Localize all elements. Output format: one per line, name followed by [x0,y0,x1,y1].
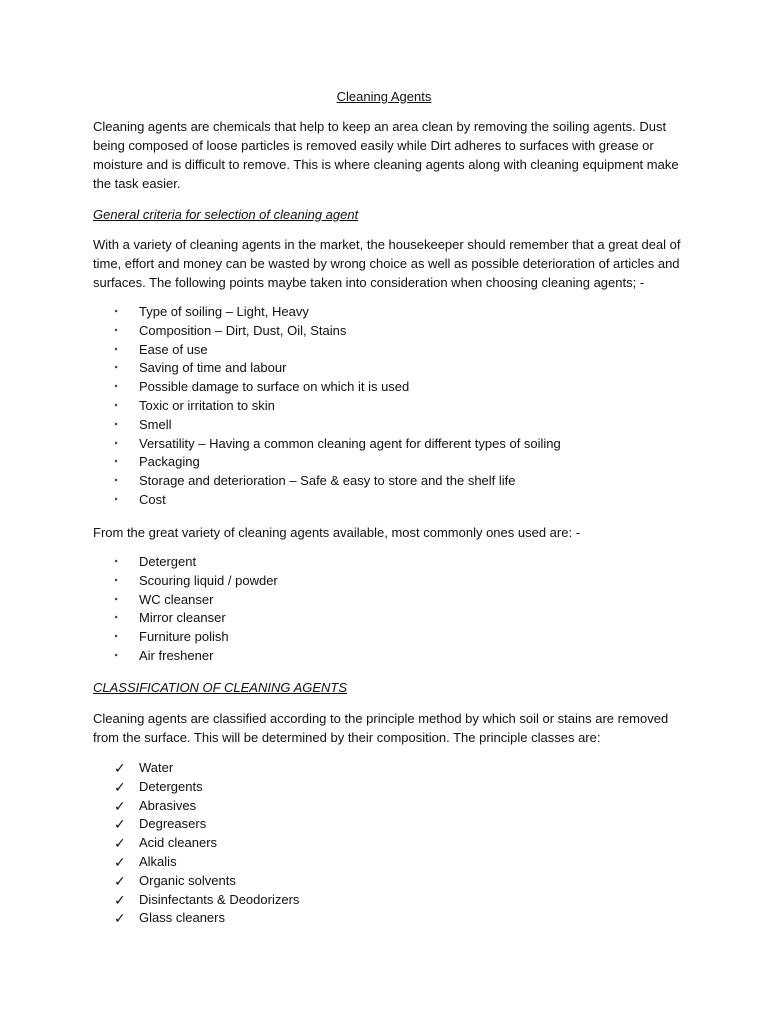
criteria-list [0,303,768,510]
list-item: ‣ Mirror cleanser [0,609,768,628]
bullet-icon: ‣ [114,419,119,429]
bullet-icon: ‣ [114,438,119,448]
bullet-icon: ‣ [114,594,119,604]
list-item: ‣ Composition – Dirt, Dust, Oil, Stains [0,322,768,341]
checkmark-icon: ✓ [114,891,126,908]
list-item: ‣ Saving of time and labour [0,359,768,378]
list-item: ‣ Type of soiling – Light, Heavy [0,303,768,322]
list-item: ‣ Packaging [0,453,768,472]
checkmark-icon: ✓ [114,797,126,814]
list-item: ‣ Air freshener [0,647,768,666]
list-item: ‣ Toxic or irritation to skin [0,397,768,416]
bullet-icon: ‣ [114,476,119,486]
bullet-icon: ‣ [114,325,119,335]
intro-paragraph: Cleaning agents are chemicals that help to keep an area clean by removing the soiling agents. Dust being composed of loose particles is removed easily while Dirt adheres to surfaces with grease or moisture and is difficult to remove. This is where cleaning agents along with cleaning equipment make the task easier. [93,119,679,191]
checkmark-icon: ✓ [114,910,126,927]
bullet-icon: ‣ [114,382,119,392]
list-item: ✓ Water [114,760,174,776]
bullet-icon: ‣ [114,613,119,623]
list-item: ✓ Disinfectants & Deodorizers [114,891,300,908]
list-item: ‣ Storage and deterioration – Safe & easy to store and the shelf life [0,472,768,491]
classification-heading: CLASSIFICATION OF CLEANING AGENTS [93,680,348,695]
bullet-icon: ‣ [114,400,119,410]
bullet-icon: ‣ [114,457,119,467]
checkmark-icon: ✓ [114,835,126,852]
list-item: ✓ Organic solvents [114,872,236,889]
checkmark-icon: ✓ [114,760,126,776]
criteria-paragraph: With a variety of cleaning agents in the market, the housekeeper should remember that a great deal of time, effort and money can be wasted by wrong choice as well as possible deterioration of articles and surfaces. The following points maybe taken into consideration when choosing cleaning agents; - [93,237,681,290]
list-item: ‣ Cost [0,491,768,510]
checkmark-icon: ✓ [114,816,126,833]
bullet-icon: ‣ [114,575,119,585]
checkmark-icon: ✓ [114,853,126,870]
list-item: ✓ Degreasers [114,816,207,833]
list-item: ‣ Possible damage to surface on which it is used [0,378,768,397]
list-item: ✓ Detergents [114,778,203,795]
checkmark-icon: ✓ [114,778,126,795]
bullet-icon: ‣ [114,650,119,660]
list-item: ✓ Glass cleaners [114,910,225,927]
bullet-icon: ‣ [114,557,119,566]
list-item: ‣ Scouring liquid / powder [0,572,768,591]
document-title: Cleaning Agents [336,89,432,104]
checkmark-icon: ✓ [114,872,126,889]
list-item: ✓ Abrasives [114,797,197,814]
list-item: ‣ Furniture polish [0,628,768,647]
list-item: ‣ Detergent [0,553,768,572]
criteria-heading: General criteria for selection of cleaning agent [93,207,359,222]
list-item: ‣ Versatility – Having a common cleaning agent for different types of soiling [0,435,768,454]
list-item: ‣ WC cleanser [0,591,768,610]
bullet-icon: ‣ [114,363,119,373]
list-item: ‣ Smell [0,416,768,435]
list-item: ✓ Acid cleaners [114,835,218,852]
bullet-icon: ‣ [114,632,119,642]
common-list [0,553,768,666]
bullet-icon: ‣ [114,494,119,504]
common-intro: From the great variety of cleaning agents available, most commonly ones used are: - [93,525,581,540]
classification-paragraph: Cleaning agents are classified according to the principle method by which soil or stains are removed from the surface. This will be determined by their composition. The principle classes are: [93,711,669,745]
list-item: ‣ Ease of use [0,341,768,360]
bullet-icon: ‣ [114,307,119,316]
list-item: ✓ Alkalis [114,853,177,870]
classes-list [0,759,768,928]
bullet-icon: ‣ [114,344,119,354]
